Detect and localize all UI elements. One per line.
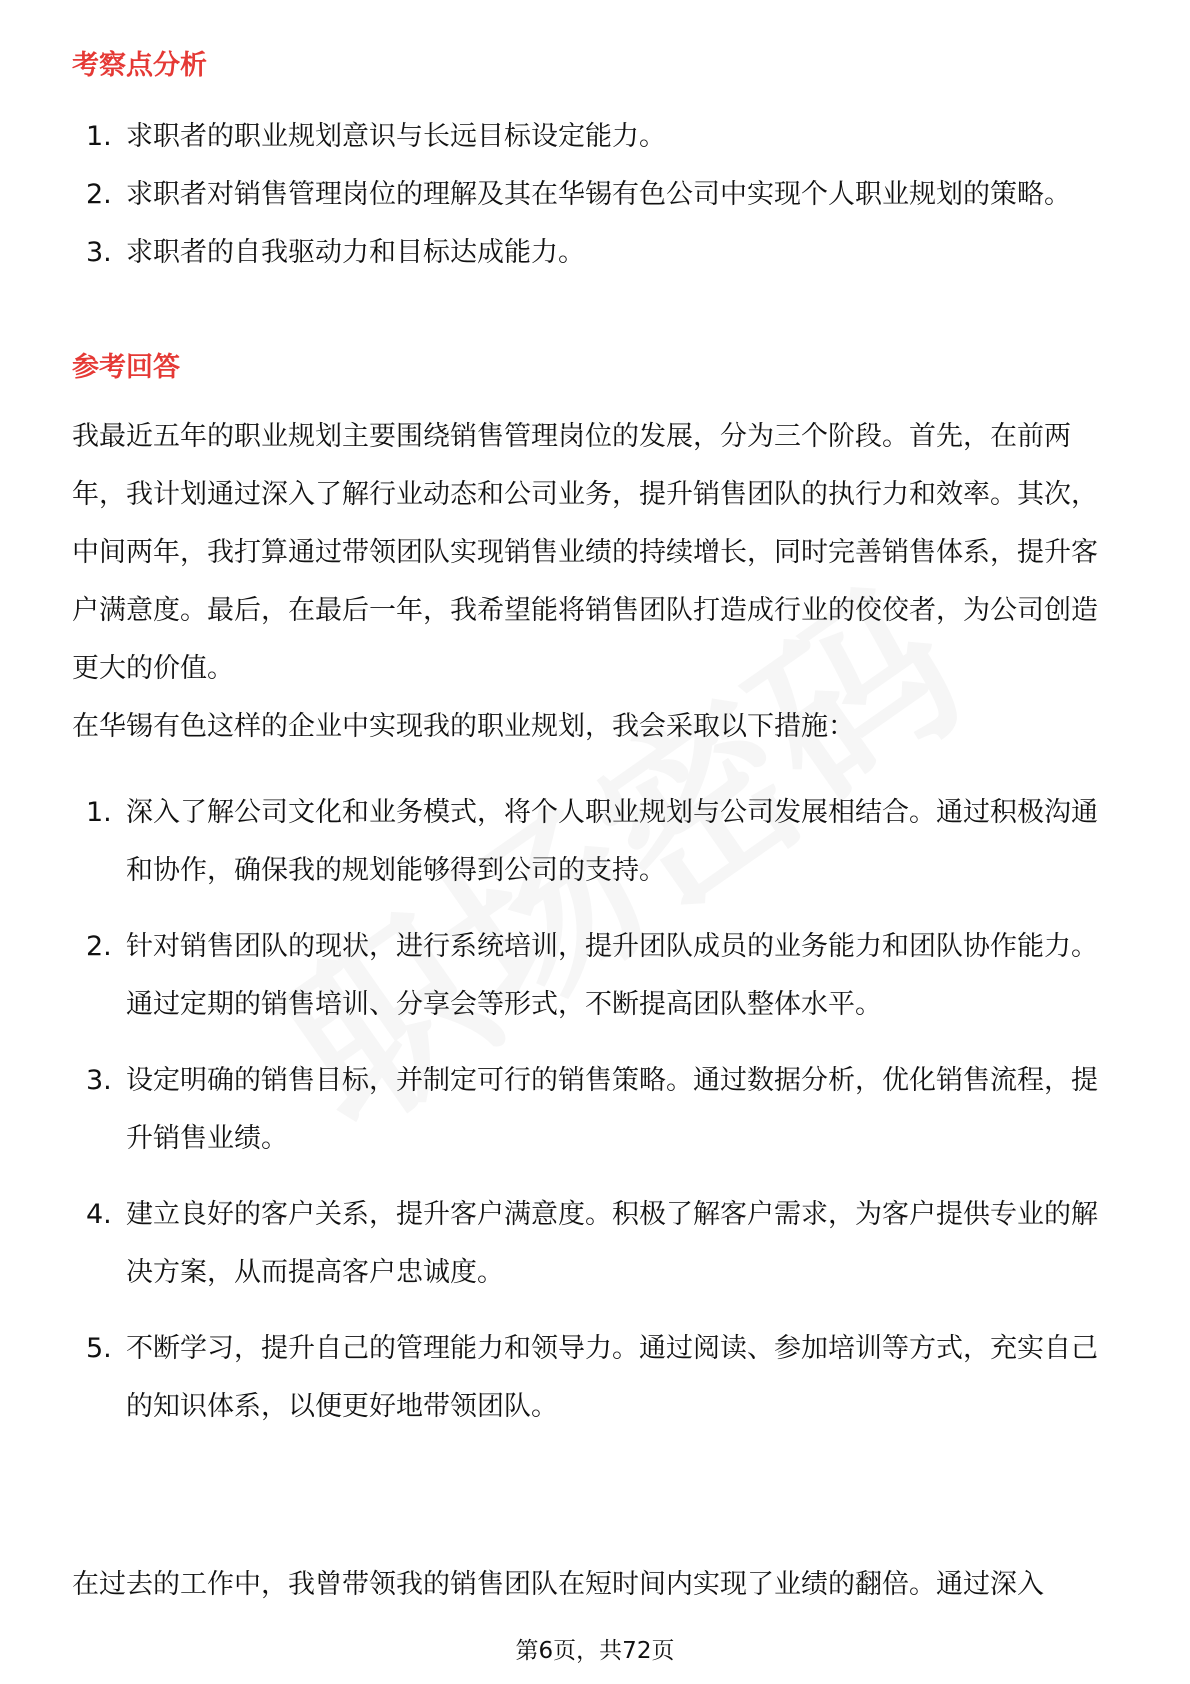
measures-list-item-group: [0, 1186, 1190, 1302]
list-item-number: 5.: [86, 1333, 112, 1364]
list-item-number: 3.: [86, 1065, 112, 1096]
list-item: [0, 1052, 1190, 1168]
list-item-text: 求职者对销售管理岗位的理解及其在华锡有色公司中实现个人职业规划的策略。: [126, 179, 1071, 210]
list-item-text: 建立良好的客户关系，提升客户满意度。积极了解客户需求，为客户提供专业的解决方案，从而提高客户忠诚度。: [126, 1199, 1098, 1288]
list-item-number: 3.: [86, 237, 112, 268]
list-item-text: 求职者的职业规划意识与长远目标设定能力。: [126, 121, 666, 152]
list-item: [0, 784, 1190, 900]
list-item-text: 不断学习，提升自己的管理能力和领导力。通过阅读、参加培训等方式，充实自己的知识体系，以便更好地带领团队。: [126, 1333, 1098, 1422]
list-item-number: 1.: [86, 121, 112, 152]
section-title-analysis: 考察点分析: [72, 50, 207, 81]
list-item: [0, 224, 1190, 282]
measures-lead-paragraph: 在华锡有色这样的企业中实现我的职业规划，我会采取以下措施：: [72, 711, 855, 742]
list-item: [0, 1320, 1190, 1436]
list-item-number: 1.: [86, 797, 112, 828]
page-number: 第6页，共72页: [515, 1638, 675, 1664]
list-item: [0, 1186, 1190, 1302]
answer-intro-paragraph: 我最近五年的职业规划主要围绕销售管理岗位的发展，分为三个阶段。首先，在前两年，我计划通过深入了解行业动态和公司业务，提升销售团队的执行力和效率。其次，中间两年，我打算通过带领团队实现销售业绩的持续增长，同时完善销售体系，提升客户满意度。最后，在最后一年，我希望能将销售团队打造成行业的佼佼者，为公司创造更大的价值。: [72, 421, 1098, 684]
list-item: [0, 108, 1190, 166]
measures-list-item-group: [0, 1320, 1190, 1436]
analysis-list: [0, 108, 1190, 282]
section-title-answer: 参考回答: [72, 352, 180, 383]
list-item: [0, 918, 1190, 1034]
list-item-text: 针对销售团队的现状，进行系统培训，提升团队成员的业务能力和团队协作能力。通过定期的销售培训、分享会等形式，不断提高团队整体水平。: [126, 931, 1098, 1020]
list-item-number: 4.: [86, 1199, 112, 1230]
list-item-text: 设定明确的销售目标，并制定可行的销售策略。通过数据分析，优化销售流程，提升销售业绩。: [126, 1065, 1098, 1154]
measures-list-item-group: [0, 918, 1190, 1034]
list-item: [0, 166, 1190, 224]
measures-list-item-group: [0, 1052, 1190, 1168]
measures-list-item-group: [0, 784, 1190, 900]
list-item-number: 2.: [86, 179, 112, 210]
list-item-text: 求职者的自我驱动力和目标达成能力。: [126, 237, 585, 268]
list-item-number: 2.: [86, 931, 112, 962]
closing-paragraph: 在过去的工作中，我曾带领我的销售团队在短时间内实现了业绩的翻倍。通过深入: [72, 1569, 1044, 1600]
list-item-text: 深入了解公司文化和业务模式，将个人职业规划与公司发展相结合。通过积极沟通和协作，确保我的规划能够得到公司的支持。: [126, 797, 1098, 886]
